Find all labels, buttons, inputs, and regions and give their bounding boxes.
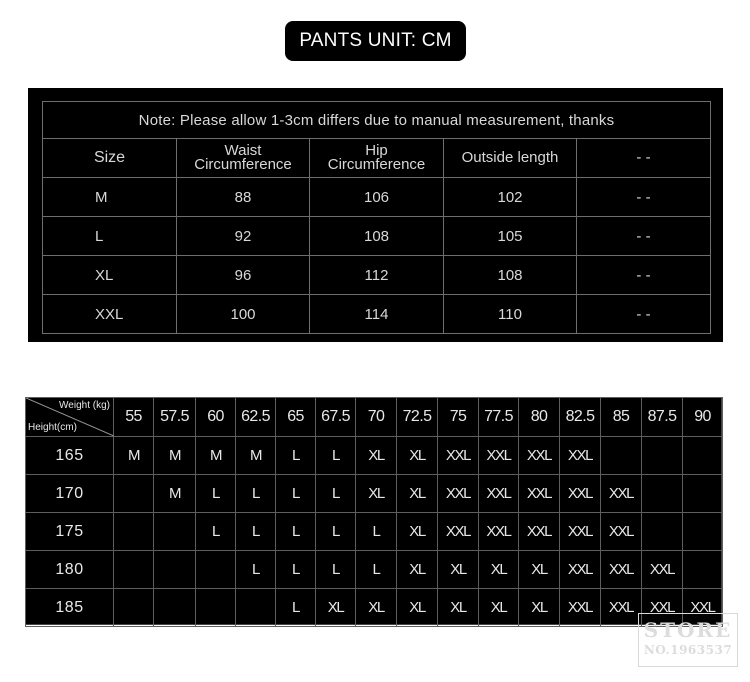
recommended-size-cell (114, 513, 154, 551)
weight-header: 72.5 (397, 398, 438, 437)
waist-cell: 100 (177, 295, 310, 334)
height-cell: 170 (26, 475, 114, 513)
recommended-size-cell: XXL (642, 589, 683, 627)
size-cell: M (43, 178, 177, 217)
recommended-size-cell: XXL (601, 589, 642, 627)
header-outside-length: Outside length (444, 139, 577, 178)
height-row (26, 437, 723, 475)
recommended-size-cell: L (316, 551, 356, 589)
recommended-size-cell: L (276, 551, 316, 589)
recommended-size-cell: XXL (479, 475, 519, 513)
header-hip-line2: Circumference (327, 156, 426, 173)
recommended-size-cell: XXL (601, 475, 642, 513)
height-row (26, 513, 723, 551)
recommended-size-cell: L (356, 513, 397, 551)
recommended-size-cell: XL (479, 589, 519, 627)
recommended-size-cell (196, 551, 236, 589)
recommended-size-cell: XL (397, 437, 438, 475)
recommended-size-cell: L (236, 513, 276, 551)
measurement-note: Note: Please allow 1-3cm differs due to manual measurement, thanks (43, 102, 711, 139)
recommended-size-cell: M (154, 475, 196, 513)
recommended-size-cell: XXL (560, 589, 601, 627)
weight-header: 80 (519, 398, 560, 437)
height-cell: 175 (26, 513, 114, 551)
hip-cell: 106 (310, 178, 444, 217)
recommended-size-cell (114, 551, 154, 589)
corner-weight-label: Weight (kg) (59, 400, 110, 411)
weight-header: 57.5 (154, 398, 196, 437)
size-row (43, 295, 711, 334)
recommended-size-cell: XL (519, 551, 560, 589)
recommended-size-cell: XXL (560, 437, 601, 475)
recommended-size-cell (154, 551, 196, 589)
weight-header: 60 (196, 398, 236, 437)
recommended-size-cell: L (356, 551, 397, 589)
size-row (43, 256, 711, 295)
title-text: PANTS UNIT: CM (299, 30, 452, 51)
header-waist (177, 139, 310, 178)
recommended-size-cell (683, 513, 723, 551)
recommended-size-cell: XXL (601, 513, 642, 551)
recommended-size-cell: XL (438, 551, 479, 589)
recommended-size-cell: XL (397, 475, 438, 513)
recommended-size-cell: XXL (601, 551, 642, 589)
recommended-size-cell: XL (479, 551, 519, 589)
height-cell: 180 (26, 551, 114, 589)
recommended-size-cell: XXL (519, 513, 560, 551)
recommended-size-cell (642, 475, 683, 513)
weight-header: 90 (683, 398, 723, 437)
weight-height-table (25, 397, 723, 627)
weight-header: 87.5 (642, 398, 683, 437)
corner-height-label: Height(cm) (28, 422, 77, 433)
watermark-store: STORE (643, 618, 733, 642)
weight-header: 67.5 (316, 398, 356, 437)
hip-cell: 108 (310, 217, 444, 256)
recommended-size-cell (196, 589, 236, 627)
recommended-size-cell: L (196, 475, 236, 513)
outside-cell: 102 (444, 178, 577, 217)
header-extra: - - (577, 139, 711, 178)
height-row (26, 551, 723, 589)
recommended-size-cell: XL (438, 589, 479, 627)
weight-table-body (26, 398, 723, 627)
recommended-size-cell: L (276, 589, 316, 627)
recommended-size-cell: L (316, 437, 356, 475)
size-chart-panel (28, 88, 723, 342)
weight-header: 77.5 (479, 398, 519, 437)
recommended-size-cell: M (236, 437, 276, 475)
recommended-size-cell: XL (397, 551, 438, 589)
extra-cell: - - (577, 178, 711, 217)
watermark-number: NO.1963537 (643, 643, 733, 657)
weight-header: 55 (114, 398, 154, 437)
store-watermark (638, 613, 738, 667)
recommended-size-cell: XXL (683, 589, 723, 627)
recommended-size-cell: L (276, 513, 316, 551)
recommended-size-cell: XXL (438, 513, 479, 551)
header-size: Size (43, 139, 177, 178)
recommended-size-cell: M (154, 437, 196, 475)
recommended-size-cell: L (276, 437, 316, 475)
recommended-size-cell: L (316, 513, 356, 551)
recommended-size-cell: L (316, 475, 356, 513)
weight-header: 85 (601, 398, 642, 437)
header-hip (310, 139, 444, 178)
page-title (285, 21, 466, 61)
waist-cell: 96 (177, 256, 310, 295)
recommended-size-cell: L (196, 513, 236, 551)
recommended-size-cell: M (114, 437, 154, 475)
header-waist-line2: Circumference (194, 156, 292, 173)
corner-cell (26, 398, 114, 437)
recommended-size-cell (683, 475, 723, 513)
recommended-size-cell (154, 513, 196, 551)
recommended-size-cell: XXL (560, 513, 601, 551)
recommended-size-cell (154, 589, 196, 627)
header-waist-line1: Waist (224, 142, 262, 159)
recommended-size-cell: XXL (519, 475, 560, 513)
recommended-size-cell (683, 551, 723, 589)
weight-header: 70 (356, 398, 397, 437)
recommended-size-cell: L (276, 475, 316, 513)
recommended-size-cell: XXL (519, 437, 560, 475)
waist-cell: 88 (177, 178, 310, 217)
outside-cell: 108 (444, 256, 577, 295)
header-hip-line1: Hip (365, 142, 388, 159)
hip-cell: 112 (310, 256, 444, 295)
height-cell: 165 (26, 437, 114, 475)
weight-header: 75 (438, 398, 479, 437)
size-cell: L (43, 217, 177, 256)
hip-cell: 114 (310, 295, 444, 334)
extra-cell: - - (577, 217, 711, 256)
outside-cell: 105 (444, 217, 577, 256)
height-row (26, 589, 723, 627)
recommended-size-cell (601, 437, 642, 475)
recommended-size-cell: L (236, 475, 276, 513)
recommended-size-cell (114, 475, 154, 513)
recommended-size-cell: XXL (479, 437, 519, 475)
recommended-size-cell: XL (356, 589, 397, 627)
weight-header: 62.5 (236, 398, 276, 437)
recommended-size-cell (683, 437, 723, 475)
weight-header: 82.5 (560, 398, 601, 437)
height-row (26, 475, 723, 513)
extra-cell: - - (577, 256, 711, 295)
outside-cell: 110 (444, 295, 577, 334)
recommended-size-cell: XXL (560, 475, 601, 513)
recommended-size-cell: XXL (479, 513, 519, 551)
recommended-size-cell: XL (519, 589, 560, 627)
size-cell: XL (43, 256, 177, 295)
recommended-size-cell: XL (397, 589, 438, 627)
recommended-size-cell: XL (356, 437, 397, 475)
recommended-size-cell: XXL (438, 475, 479, 513)
weight-header: 65 (276, 398, 316, 437)
recommended-size-cell: XXL (560, 551, 601, 589)
weight-header-row (26, 398, 723, 437)
recommended-size-cell: M (196, 437, 236, 475)
weight-height-panel (25, 397, 722, 625)
extra-cell: - - (577, 295, 711, 334)
recommended-size-cell: XL (316, 589, 356, 627)
size-chart-table (42, 101, 711, 334)
recommended-size-cell: XXL (438, 437, 479, 475)
recommended-size-cell: L (236, 551, 276, 589)
recommended-size-cell (642, 513, 683, 551)
recommended-size-cell: XL (356, 475, 397, 513)
size-cell: XXL (43, 295, 177, 334)
size-row (43, 178, 711, 217)
waist-cell: 92 (177, 217, 310, 256)
recommended-size-cell: XXL (642, 551, 683, 589)
recommended-size-cell (642, 437, 683, 475)
height-cell: 185 (26, 589, 114, 627)
recommended-size-cell (236, 589, 276, 627)
size-row (43, 217, 711, 256)
recommended-size-cell (114, 589, 154, 627)
recommended-size-cell: XL (397, 513, 438, 551)
